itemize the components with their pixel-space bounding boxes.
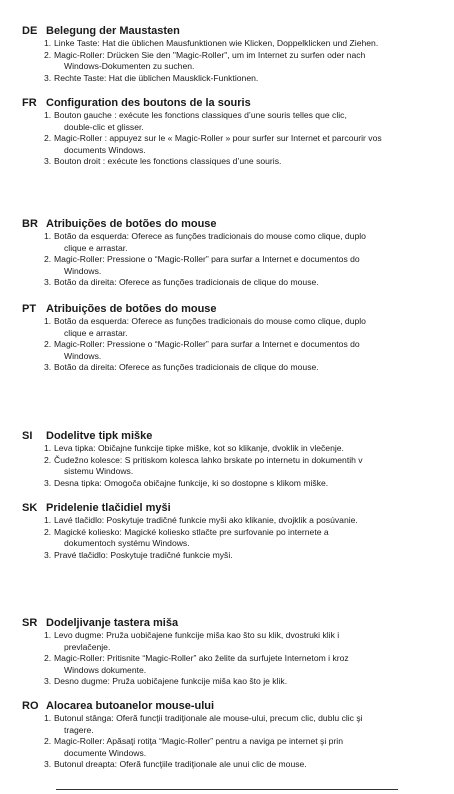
list-item (44, 676, 440, 688)
item-text: Leva tipka: Običajne funkcije tipke miške, kot so klikanje, dvoklik in vlečenje. (54, 443, 344, 453)
item-number: 1. (44, 231, 52, 241)
item-text-continued: Windows. (64, 265, 102, 276)
item-text: Magic-Roller: Apăsaţi rotiţa “Magic-Roller” pentru a naviga pe internet şi prin (54, 736, 343, 746)
item-number: 2. (44, 526, 52, 537)
list-item (44, 759, 440, 771)
list-item (44, 362, 440, 374)
item-text-continued: sistemu Windows. (64, 466, 134, 476)
item-text: Desna tipka: Omogoča običajne funkcije, ki so dostopne s klikom miške. (54, 477, 329, 488)
instruction-list (44, 316, 440, 374)
item-number: 2. (44, 254, 52, 264)
item-text-continued: documente Windows. (64, 747, 147, 758)
list-item (44, 455, 440, 478)
item-number: 2. (44, 49, 52, 60)
item-text: Botão da direita: Oferece as funções tradicionais de clique do mouse. (54, 277, 319, 287)
footer-divider (56, 789, 398, 790)
list-item (44, 50, 440, 73)
list-item (44, 443, 440, 455)
section-title: Dodeljivanje tastera miša (46, 617, 179, 629)
item-text: Magic-Roller : appuyez sur le « Magic-Roller » pour surfer sur Internet et parcourir vos (54, 133, 382, 143)
language-code: BR (22, 218, 38, 230)
item-number: 1. (44, 630, 52, 640)
item-text: Magické koliesko: Magické koliesko stlačte pre surfovanie po internete a (54, 526, 329, 537)
item-number: 3. (44, 759, 52, 769)
language-code: SI (22, 430, 33, 442)
item-text: Levo dugme: Pruža uobičajene funkcije miša kao što su klik, dvostruki klik i (54, 630, 340, 640)
item-number: 3. (44, 72, 52, 83)
item-text: Rechte Taste: Hat die üblichen Mausklick-Funktionen. (54, 72, 259, 83)
list-item (44, 254, 440, 277)
list-item (44, 713, 440, 736)
item-text-continued: dokumentoch systému Windows. (64, 538, 190, 548)
item-text: Desno dugme: Pruža uobičajene funkcije miša kao što je klik. (54, 676, 288, 686)
item-number: 3. (44, 477, 52, 488)
list-item (44, 110, 440, 133)
list-item (44, 515, 440, 527)
item-number: 2. (44, 133, 52, 143)
item-number: 3. (44, 549, 52, 560)
list-item (44, 316, 440, 339)
item-text: Magic-Roller: Pressione o “Magic-Roller” para surfar a Internet e documentos do (54, 254, 360, 264)
item-number: 1. (44, 443, 52, 453)
item-number: 3. (44, 362, 52, 372)
item-text: Butonul stânga: Oferă funcţii tradiţionale ale mouse-ului, precum clic, dublu clic şi (54, 713, 363, 723)
item-text: Botão da esquerda: Oferece as funções tradicionais do mouse como clique, duplo (54, 231, 366, 241)
item-number: 1. (44, 38, 52, 48)
item-text: Bouton gauche : exécute les fonctions classiques d’une souris telles que clic, (54, 110, 347, 120)
item-text-continued: Windows. (64, 350, 102, 361)
item-number: 2. (44, 339, 52, 349)
item-text: Magic-Roller: Drücken Sie den "Magic-Roller", um im Internet zu surfen oder nach (54, 49, 366, 60)
list-item (44, 156, 440, 168)
section-title: Atribuições de botões do mouse (46, 218, 217, 230)
instruction-list (44, 630, 440, 688)
item-number: 3. (44, 676, 52, 686)
item-text-continued: prevlačenje. (64, 641, 111, 652)
list-item (44, 231, 440, 254)
item-number: 2. (44, 454, 52, 465)
instruction-list (44, 110, 440, 168)
instruction-list (44, 515, 440, 561)
list-item (44, 550, 440, 562)
instruction-list (44, 443, 440, 489)
item-text-continued: clique e arrastar. (64, 242, 128, 253)
language-code: PT (22, 303, 37, 315)
section-title: Alocarea butoanelor mouse-ului (46, 700, 215, 712)
item-number: 2. (44, 736, 52, 746)
item-text-continued: Windows-Dokumenten zu suchen. (64, 61, 195, 71)
item-text: Pravé tlačidlo: Poskytuje tradičné funkcie myši. (54, 549, 233, 560)
section-title: Pridelenie tlačidiel myši (46, 502, 171, 514)
list-item (44, 277, 440, 289)
list-item (44, 527, 440, 550)
list-item (44, 339, 440, 362)
item-number: 1. (44, 713, 52, 723)
section-title: Dodelitve tipk miške (46, 430, 153, 442)
item-number: 3. (44, 277, 52, 287)
language-code: SK (22, 502, 38, 514)
item-text-continued: documents Windows. (64, 144, 146, 155)
section-title: Atribuições de botões do mouse (46, 303, 217, 315)
item-text: Bouton droit : exécute les fonctions classiques d’une souris. (54, 156, 282, 166)
item-text: Magic-Roller: Pressione o “Magic-Roller” para surfar a Internet e documentos do (54, 339, 360, 349)
list-item (44, 653, 440, 676)
item-text-continued: tragere. (64, 724, 94, 735)
item-text: Magic-Roller: Pritisnite “Magic-Roller” ako želite da surfujete Internetom i kroz (54, 653, 349, 663)
list-item (44, 630, 440, 653)
item-text: Butonul dreapta: Oferă funcţiile tradiţionale ale unui clic de mouse. (54, 759, 307, 769)
item-text-continued: Windows dokumente. (64, 664, 147, 675)
section-title: Belegung der Maustasten (46, 25, 180, 37)
item-number: 3. (44, 156, 52, 166)
item-text: Botão da direita: Oferece as funções tradicionais de clique do mouse. (54, 362, 319, 372)
language-code: DE (22, 25, 38, 37)
item-number: 1. (44, 515, 52, 525)
instruction-list (44, 713, 440, 771)
item-number: 1. (44, 110, 52, 120)
item-text: Čudežno kolesce: S pritiskom kolesca lahko brskate po internetu in dokumentih v (54, 454, 363, 465)
item-number: 2. (44, 653, 52, 663)
language-code: RO (22, 700, 39, 712)
item-text: Lavé tlačidlo: Poskytuje tradičné funkcie myši ako klikanie, dvojklik a posúvanie. (54, 515, 358, 525)
list-item (44, 133, 440, 156)
language-code: SR (22, 617, 38, 629)
list-item (44, 736, 440, 759)
item-text-continued: double-clic et glisser. (64, 121, 144, 132)
section-title: Configuration des boutons de la souris (46, 97, 251, 109)
list-item (44, 38, 440, 50)
language-code: FR (22, 97, 37, 109)
item-number: 1. (44, 316, 52, 326)
list-item (44, 478, 440, 490)
list-item (44, 73, 440, 85)
item-text: Botão da esquerda: Oferece as funções tradicionais do mouse como clique, duplo (54, 316, 366, 326)
item-text-continued: clique e arrastar. (64, 327, 128, 338)
item-text: Linke Taste: Hat die üblichen Mausfunktionen wie Klicken, Doppelklicken und Ziehen. (54, 38, 379, 48)
instruction-list (44, 38, 440, 84)
instruction-list (44, 231, 440, 289)
